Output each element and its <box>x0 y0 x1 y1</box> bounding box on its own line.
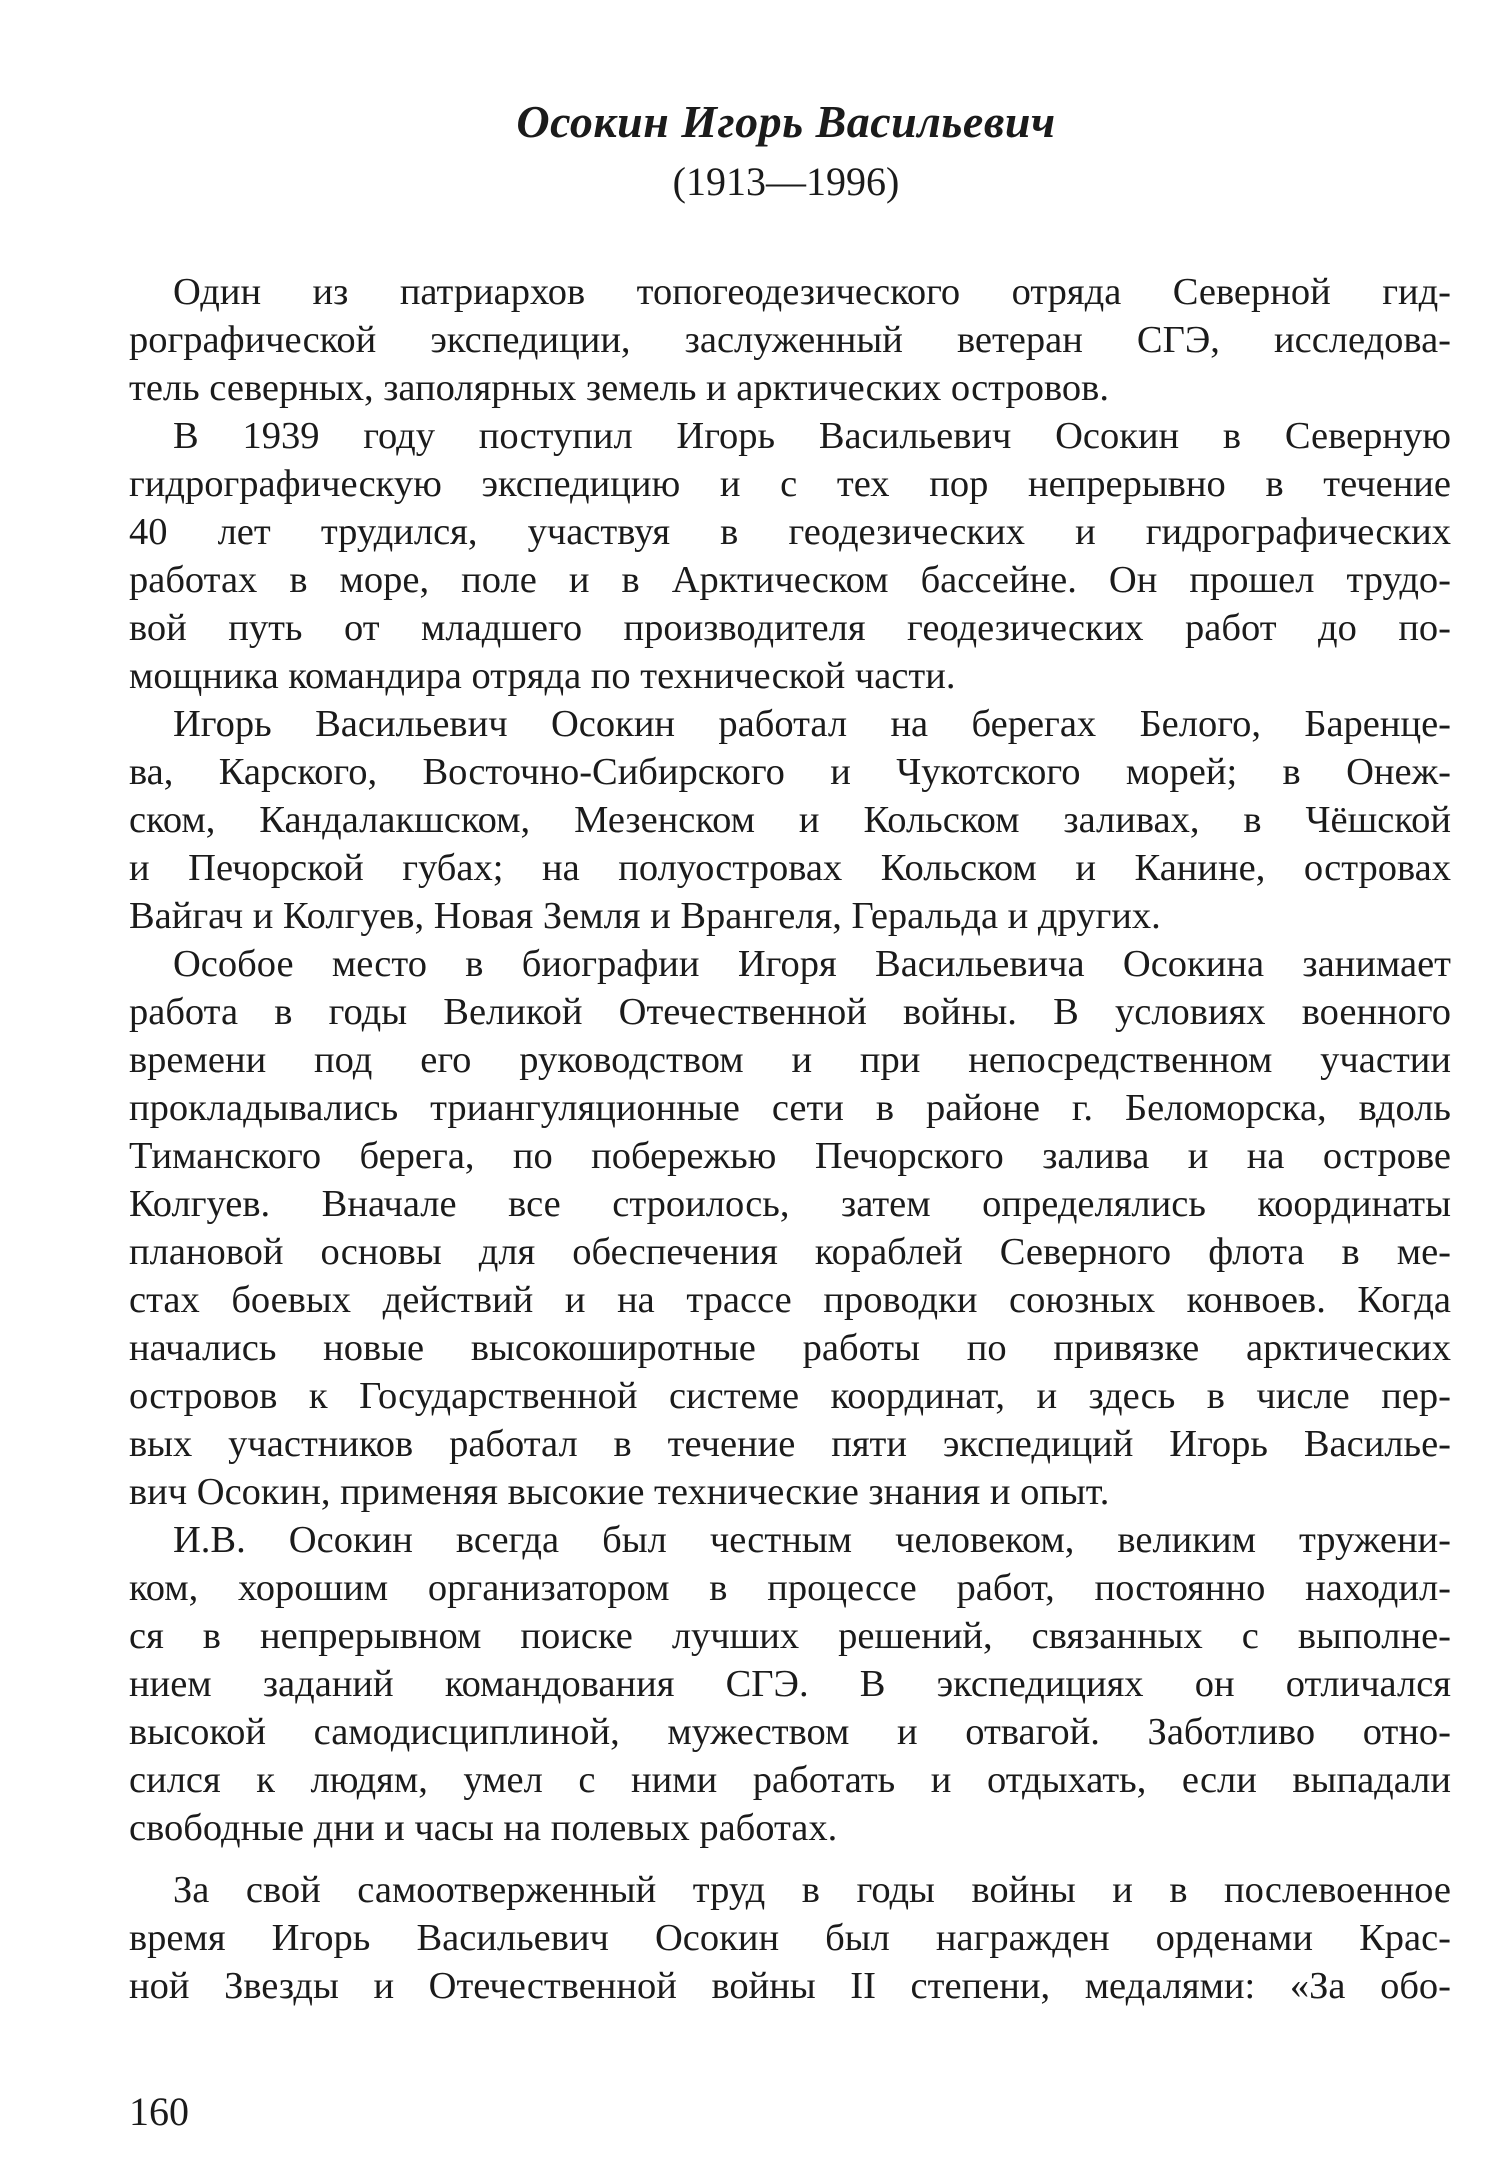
text-line: времени под его руководством и при непосредственном участии <box>129 1039 1451 1081</box>
text-line: время Игорь Васильевич Осокин был награжден орденами Крас- <box>129 1917 1451 1959</box>
text-line: Особое место в биографии Игоря Васильевича Осокина занимает <box>173 943 1451 985</box>
text-line: рографической экспедиции, заслуженный ветеран СГЭ, исследова- <box>129 319 1451 361</box>
text-line: островов к Государственной системе координат, и здесь в числе пер- <box>129 1375 1451 1417</box>
text-line: Игорь Васильевич Осокин работал на берегах Белого, Баренце- <box>173 703 1451 745</box>
text-line: Колгуев. Вначале все строилось, затем определялись координаты <box>129 1183 1451 1225</box>
text-line: ком, хорошим организатором в процессе работ, постоянно находил- <box>129 1567 1451 1609</box>
text-line: сился к людям, умел с ними работать и отдыхать, если выпадали <box>129 1759 1451 1801</box>
text-line: вич Осокин, применяя высокие технические знания и опыт. <box>129 1471 1110 1513</box>
text-line: прокладывались триангуляционные сети в районе г. Беломорска, вдоль <box>129 1087 1451 1129</box>
text-line: Один из патриархов топогеодезического отряда Северной гид- <box>173 271 1451 313</box>
text-line: вых участников работал в течение пяти экспедиций Игорь Василье- <box>129 1423 1451 1465</box>
text-line: высокой самодисциплиной, мужеством и отвагой. Заботливо отно- <box>129 1711 1451 1753</box>
paragraph-gap <box>129 1852 1451 1866</box>
paragraph <box>129 412 1451 700</box>
paragraph <box>129 940 1451 1516</box>
life-dates: (1913—1996) <box>672 159 900 204</box>
text-line: В 1939 году поступил Игорь Васильевич Осокин в Северную <box>173 415 1451 457</box>
text-line: тель северных, заполярных земель и арктических островов. <box>129 367 1109 409</box>
text-line: мощника командира отряда по технической части. <box>129 655 956 697</box>
text-line: Вайгач и Колгуев, Новая Земля и Врангеля, Геральда и других. <box>129 895 1161 937</box>
text-line: работах в море, поле и в Арктическом бассейне. Он прошел трудо- <box>129 559 1451 601</box>
text-line: начались новые высокоширотные работы по привязке арктических <box>129 1327 1451 1369</box>
paragraph <box>129 700 1451 940</box>
article-body <box>129 268 1451 2010</box>
text-line: стах боевых действий и на трассе проводки союзных конвоев. Когда <box>129 1279 1451 1321</box>
text-line: И.В. Осокин всегда был честным человеком, великим тружени- <box>173 1519 1451 1561</box>
paragraph <box>129 1516 1451 1852</box>
text-line: ва, Карского, Восточно-Сибирского и Чукотского морей; в Онеж- <box>129 751 1451 793</box>
text-line: и Печорской губах; на полуостровах Кольском и Канине, островах <box>129 847 1451 889</box>
paragraph <box>129 268 1451 412</box>
text-line: вой путь от младшего производителя геодезических работ до по- <box>129 607 1451 649</box>
text-line: 40 лет трудился, участвуя в геодезических и гидрографических <box>129 511 1451 553</box>
text-line: нием заданий командования СГЭ. В экспедициях он отличался <box>129 1663 1451 1705</box>
text-line: свободные дни и часы на полевых работах. <box>129 1807 838 1849</box>
paragraph <box>129 1866 1451 2010</box>
text-line: работа в годы Великой Отечественной войны. В условиях военного <box>129 991 1451 1033</box>
text-line: гидрографическую экспедицию и с тех пор непрерывно в течение <box>129 463 1451 505</box>
page-number: 160 <box>129 2089 189 2134</box>
text-line: За свой самоотверженный труд в годы войны и в послевоенное <box>173 1869 1451 1911</box>
text-line: ной Звезды и Отечественной войны II степени, медалями: «За обо- <box>129 1965 1451 2007</box>
text-line: ся в непрерывном поиске лучших решений, связанных с выполне- <box>129 1615 1451 1657</box>
text-line: Тиманского берега, по побережью Печорского залива и на острове <box>129 1135 1451 1177</box>
text-line: плановой основы для обеспечения кораблей Северного флота в ме- <box>129 1231 1451 1273</box>
text-line: ском, Кандалакшском, Мезенском и Кольском заливах, в Чёшской <box>129 799 1451 841</box>
page-title: Осокин Игорь Васильевич <box>516 96 1056 147</box>
